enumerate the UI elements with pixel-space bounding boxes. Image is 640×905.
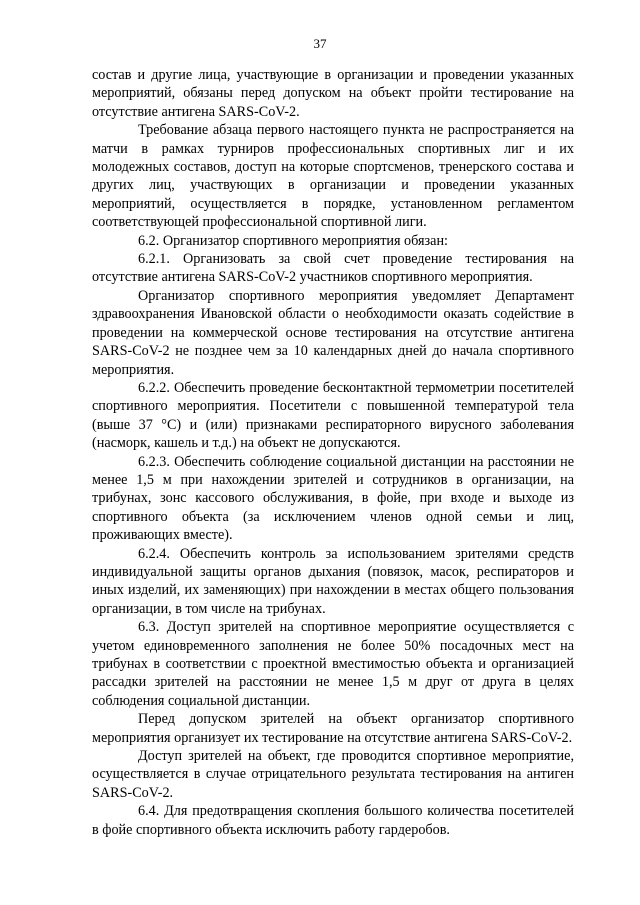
paragraph: состав и другие лица, участвующие в организации и проведении указанных мероприятий, обязаны перед допуском на объект пройти тестирование на отсутствие антигена SARS-CoV-2. [92, 67, 574, 120]
paragraph: Организатор спортивного мероприятия уведомляет Департамент здравоохранения Ивановской области о необходимости оказать содействие в проведении на коммерческой основе тестирования на отсутствие антигена SARS-CoV-2 не позднее чем за 10 календарных дней до начала спортивного мероприятия. [92, 287, 574, 378]
paragraph: 6.2.2. Обеспечить проведение бесконтактной термометрии посетителей спортивного мероприятия. Посетители с повышенной температурой тела (выше 37 °C) и (или) признаками респираторного вирусного заболевания (насморк, кашель и т.д.) на объект не допускаются. [92, 379, 574, 452]
paragraph: 6.2.3. Обеспечить соблюдение социальной дистанции на расстоянии не менее 1,5 м при нахождении зрителей и сотрудников в организации, на трибунах, зонс кассового обслуживания, в фойе, при входе и выходе из спортивного объекта (за исключением членов одной семьи и лиц, проживающих вместе). [92, 453, 574, 544]
paragraph: 6.2.4. Обеспечить контроль за использованием зрителями средств индивидуальной защиты органов дыхания (повязок, масок, респираторов и иных изделий, их заменяющих) при нахождении в местах общего пользования организации, в том числе на трибунах. [92, 545, 574, 617]
body-text [92, 66, 574, 839]
paragraph: 6.2.1. Организовать за свой счет проведение тестирования на отсутствие антигена SARS-CoV-2 участников спортивного мероприятия. [92, 251, 574, 286]
paragraph: 6.3. Доступ зрителей на спортивное мероприятие осуществляется с учетом единовременного заполнения не более 50% посадочных мест на трибунах в соответствии с проектной вместимостью объекта и организацией рассадки зрителей на расстоянии не менее 1,5 м друг от друга в целях соблюдения социальной дистанции. [92, 619, 574, 709]
paragraph: 6.2. Организатор спортивного мероприятия обязан: [138, 232, 448, 249]
paragraph: 6.4. Для предотвращения скопления большого количества посетителей в фойе спортивного объекта исключить работу гардеробов. [92, 803, 574, 838]
paragraph: Требование абзаца первого настоящего пункта не распространяется на матчи в рамках турниров профессиональных спортивных лиг и их молодежных составов, доступ на которые спортсменов, тренерского состава и других лиц, участвующих в организации и проведении указанных мероприятий, осуществляется в порядке, установленном регламентом соответствующей профессиональной спортивной лиги. [92, 122, 574, 231]
paragraph: Перед допуском зрителей на объект организатор спортивного мероприятия организует их тестирование на отсутствие антигена SARS-CoV-2. [92, 711, 574, 746]
paragraph: Доступ зрителей на объект, где проводится спортивное мероприятие, осуществляется в случае отрицательного результата тестирования на антиген SARS-CoV-2. [92, 748, 574, 801]
page-number: 37 [313, 36, 327, 51]
